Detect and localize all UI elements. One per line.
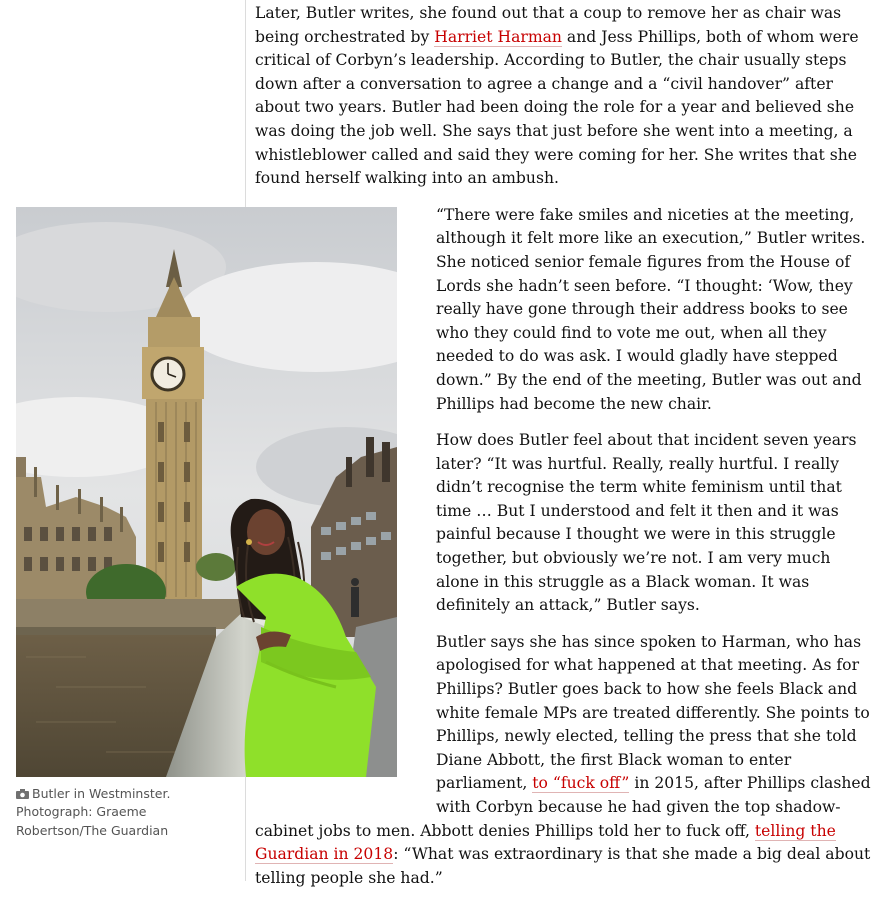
article-figure: [16, 207, 415, 838]
paragraph-2: “There were fake smiles and niceties at the meeting, although it felt more like an execution,” Butler writes. She noticed senior female figures from the House of Lords she hadn’t seen before. “I thought: ‘Wow, they really have gone through their address books to see who they could find to vote me out, when all they needed to do was ask. I would gladly have stepped down.” By the end of the meeting, Butler was out and Phillips had become the new chair.: [436, 205, 866, 413]
article-body: [16, 2, 873, 903]
link-guardian-2018[interactable]: telling the Guardian in 2018: [255, 821, 836, 864]
photo-butler-westminster: [16, 207, 397, 777]
paragraph-4: Butler says she has since spoken to Harman, who has apologised for what happened at that meeting. As for Phillips? Butler goes back to how she feels Black and white female MPs are treated differently. She points to Phillips, newly elected, telling the press that she told Diane Abbott, the first Black woman to enter parliament, to “fuck off” in 2015, after Phillips clashed with Corbyn because he had given the top shadow-cabinet jobs to men. Abbott denies Phillips told her to fuck off, telling the Guardian in 2018: “What was extraordinary is that she made a big deal about telling people she had.”: [255, 632, 871, 887]
photo-caption: Butler in Westminster. Photograph: Graeme Robertson/The Guardian: [16, 785, 171, 838]
camera-icon: [16, 789, 29, 799]
link-harriet-harman[interactable]: Harriet Harman: [434, 27, 562, 46]
link-fuck-off[interactable]: to “fuck off”: [532, 774, 630, 793]
paragraph-1: Later, Butler writes, she found out that a coup to remove her as chair was being orchestrated by Harriet Harman and Jess Phillips, both of whom were critical of Corbyn’s leadership. According to Butler, the chair usually steps down after a conversation to agree a change and a “civil handover” after about two years. Butler had been doing the role for a year and believed she was doing the job well. She says that just before she went into a meeting, a whistleblower called and said they were coming for her. She writes that she found herself walking into an ambush.: [255, 4, 859, 188]
paragraph-3: How does Butler feel about that incident seven years later? “It was hurtful. Really, really hurtful. I really didn’t recognise the term white feminism until that time … But I understood and felt it then and it was painful because I thought we were in this struggle together, but obviously we’re not. I am very much alone in this struggle as a Black woman. It was definitely an attack,” Butler says.: [436, 431, 857, 615]
